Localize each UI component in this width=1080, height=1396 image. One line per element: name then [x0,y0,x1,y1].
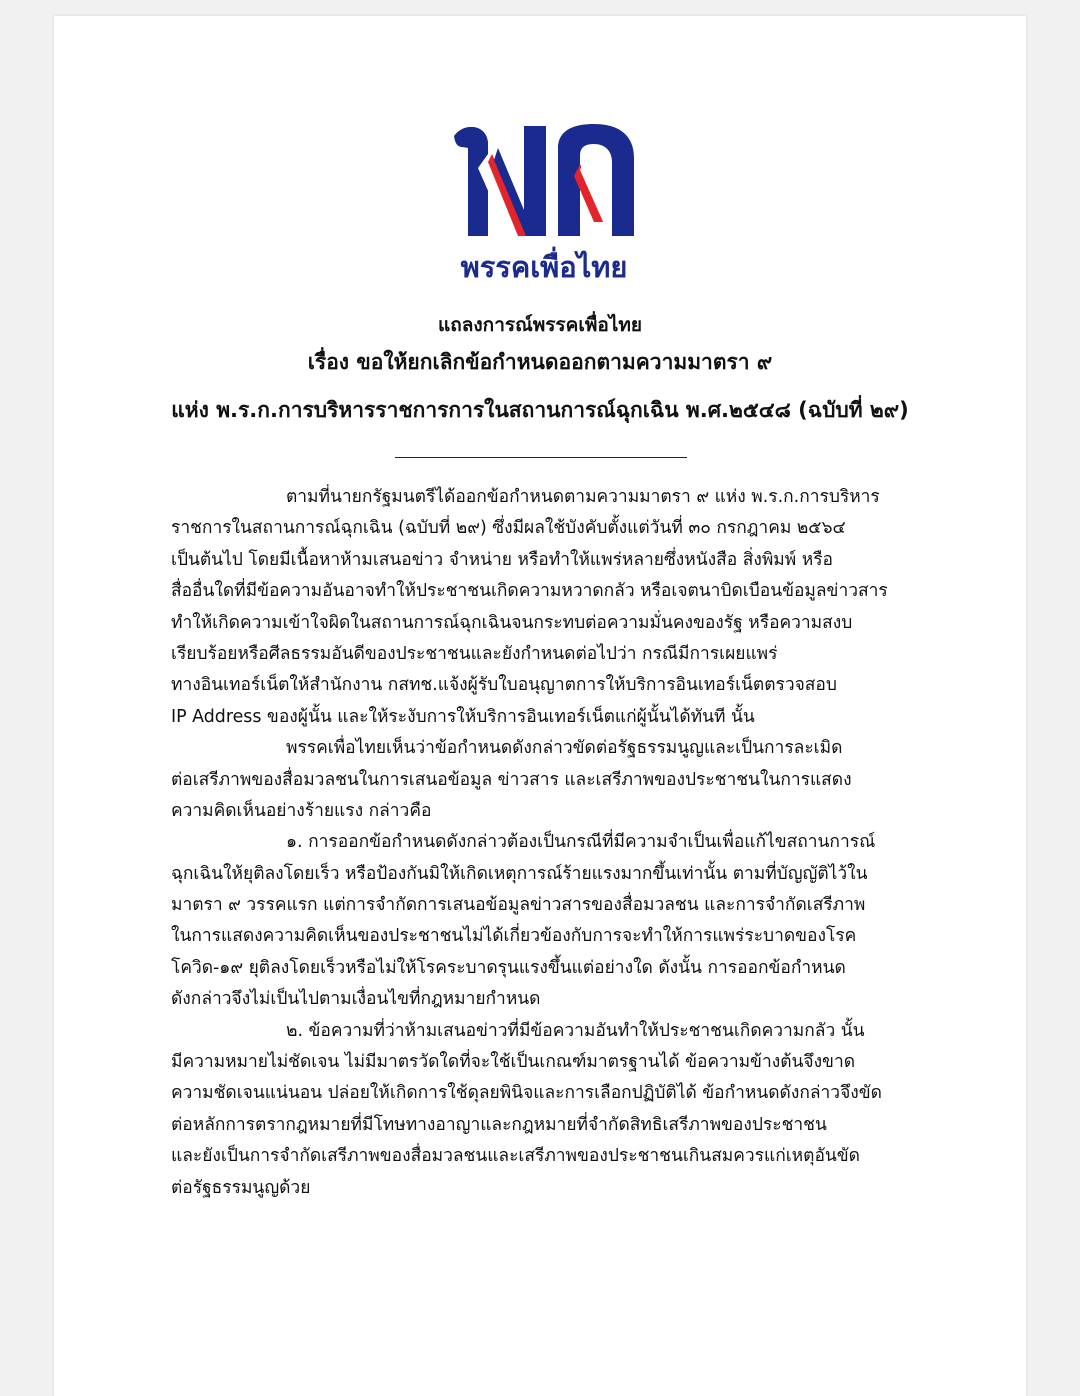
text-line: ราชการในสถานการณ์ฉุกเฉิน (ฉบับที่ ๒๙) ซึ่งมีผลใช้บังคับตั้งแต่วันที่ ๓๐ กรกฎาคม ๒๕๖๔ [171,518,846,539]
text-line: ต่อรัฐธรรมนูญด้วย [171,1177,311,1198]
text-line: ตามที่นายกรัฐมนตรีได้ออกข้อกำหนดตามความมาตรา ๙ แห่ง พ.ร.ก.การบริหาร [286,487,880,507]
document-page [54,16,1026,1396]
paragraph-4 [171,1016,911,1204]
text-line: มาตรา ๙ วรรคแรก แต่การจำกัดการเสนอข้อมูลข่าวสารของสื่อมวลชน และการจำกัดเสรีภาพ [171,895,866,916]
divider-line [395,457,687,458]
text-line: ฉุกเฉินให้ยุติลงโดยเร็ว หรือป้องกันมิให้เกิดเหตุการณ์ร้ายแรงมากขึ้นเท่านั้น ตามที่บัญญัติไว้ใน [171,863,868,884]
statement-subject-continued: แห่ง พ.ร.ก.การบริหารราชการการในสถานการณ์ฉุกเฉิน พ.ศ.๒๕๔๘ (ฉบับที่ ๒๙) [171,398,909,422]
text-line: ต่อเสรีภาพของสื่อมวลชนในการเสนอข้อมูล ข่าวสาร และเสรีภาพของประชาชนในการแสดง [171,769,852,790]
paragraph-2 [171,733,911,827]
party-logo [434,118,654,288]
text-line: ต่อหลักการตรากฎหมายที่มีโทษทางอาญาและกฎหมายที่จำกัดสิทธิเสรีภาพของประชาชน [171,1114,827,1135]
statement-body [171,482,911,1204]
text-line: ๑. การออกข้อกำหนดดังกล่าวต้องเป็นกรณีที่มีความจำเป็นเพื่อแก้ไขสถานการณ์ [286,832,876,853]
text-line: ความคิดเห็นอย่างร้ายแรง กล่าวคือ [171,800,432,821]
paragraph-3 [171,827,911,1015]
party-logo-wordmark: พรรคเพื่อไทย [460,250,628,284]
text-line: ความชัดเจนแน่นอน ปล่อยให้เกิดการใช้ดุลยพินิจและการเลือกปฏิบัติได้ ข้อกำหนดดังกล่าวจึงขัด [171,1083,882,1104]
statement-subject: เรื่อง ขอให้ยกเลิกข้อกำหนดออกตามความมาตรา ๙ [307,350,773,374]
text-line: IP Address ของผู้นั้น และให้ระงับการให้บริการอินเทอร์เน็ตแก่ผู้นั้นได้ทันที นั้น [171,706,755,727]
text-line: ดังกล่าวจึงไม่เป็นไปตามเงื่อนไขที่กฎหมายกำหนด [171,989,541,1010]
text-line: ทำให้เกิดความเข้าใจผิดในสถานการณ์ฉุกเฉินจนกระทบต่อความมั่นคงของรัฐ หรือความสงบ [171,612,853,633]
text-line: และยังเป็นการจำกัดเสรีภาพของสื่อมวลชนและเสรีภาพของประชาชนเกินสมควรแก่เหตุอันขัด [171,1146,860,1167]
text-line: ในการแสดงความคิดเห็นของประชาชนไม่ได้เกี่ยวข้องกับการจะทำให้การแพร่ระบาดของโรค [171,926,857,947]
party-logo-mark [434,118,654,242]
statement-title: แถลงการณ์พรรคเพื่อไทย [438,314,642,336]
text-line: สื่ออื่นใดที่มีข้อความอันอาจทำให้ประชาชนเกิดความหวาดกลัว หรือเจตนาบิดเบือนข้อมูลข่าวสาร [171,581,888,602]
text-line: ทางอินเทอร์เน็ตให้สำนักงาน กสทช.แจ้งผู้รับใบอนุญาตการให้บริการอินเทอร์เน็ตตรวจสอบ [171,675,837,696]
text-line: มีความหมายไม่ชัดเจน ไม่มีมาตรวัดใดที่จะใช้เป็นเกณฑ์มาตรฐานได้ ข้อความข้างต้นจึงขาด [171,1052,856,1073]
text-line: เป็นต้นไป โดยมีเนื้อหาห้ามเสนอข่าว จำหน่าย หรือทำให้แพร่หลายซึ่งหนังสือ สิ่งพิมพ์ หรือ [171,549,833,570]
text-line: พรรคเพื่อไทยเห็นว่าข้อกำหนดดังกล่าวขัดต่อรัฐธรรมนูญและเป็นการละเมิด [286,738,843,759]
text-line: ๒. ข้อความที่ว่าห้ามเสนอข่าวที่มีข้อความอันทำให้ประชาชนเกิดความกลัว นั้น [286,1020,865,1041]
text-line: เรียบร้อยหรือศีลธรรมอันดีของประชาชนและยังกำหนดต่อไปว่า กรณีมีการเผยแพร่ [171,643,778,664]
text-line: โควิด-๑๙ ยุติลงโดยเร็วหรือไม่ให้โรคระบาดรุนแรงขึ้นแต่อย่างใด ดังนั้น การออกข้อกำหนด [171,957,846,978]
paragraph-1 [171,482,911,733]
